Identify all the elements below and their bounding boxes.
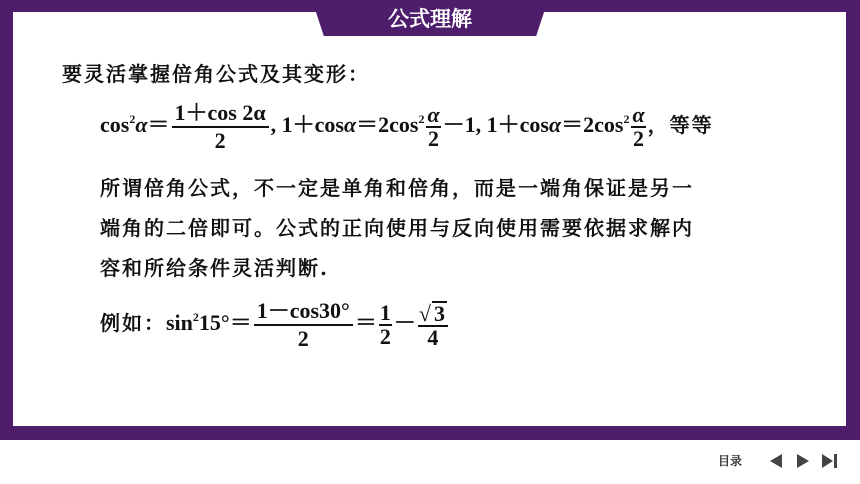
- f2-denominator: 2: [428, 126, 440, 151]
- ex-eq: ＝: [354, 310, 377, 336]
- ex-numerator: 1－cos30°: [254, 298, 353, 326]
- f3-exp: 2: [623, 112, 630, 127]
- example-line: [100, 298, 450, 352]
- f3-eq: ＝2cos: [561, 112, 624, 138]
- paragraph-line-4: 容和所给条件灵活判断.: [100, 256, 329, 280]
- formula-line: [100, 100, 714, 154]
- ex-root: 3: [433, 301, 445, 326]
- f1-fraction: [172, 100, 269, 154]
- ex-lhs: sin: [166, 310, 193, 336]
- skip-to-end-icon[interactable]: [822, 454, 833, 468]
- ex-half-den: 2: [379, 324, 391, 349]
- f3-fraction: [631, 104, 645, 150]
- f3-numerator: α: [632, 102, 645, 127]
- skip-to-end-bar: [834, 454, 837, 468]
- intro-label: 要灵活掌握倍角公式及其变形：: [62, 62, 370, 86]
- f1-var: α: [135, 112, 148, 138]
- intro-text: [62, 58, 370, 87]
- separator-1: ,: [270, 112, 277, 138]
- ex-exp: 2: [192, 310, 199, 325]
- f2-fraction: [426, 104, 440, 150]
- ex-fraction: [254, 298, 353, 352]
- f3-denominator: 2: [633, 126, 645, 151]
- f1-denominator: 2: [214, 128, 226, 153]
- paragraph-line-2: 所谓倍角公式，不一定是单角和倍角，而是一端角保证是另一: [100, 176, 694, 200]
- sqrt-icon: √: [418, 301, 431, 326]
- formula-suffix: ，等等: [647, 113, 714, 138]
- f2-eq: ＝2cos: [356, 112, 419, 138]
- ex-root-numerator: [418, 301, 448, 327]
- separator-2: ,: [475, 112, 482, 138]
- f3-var: α: [548, 112, 562, 138]
- f2-var: α: [343, 112, 357, 138]
- ex-denominator: 2: [297, 326, 309, 351]
- ex-arg: 15°＝: [198, 310, 252, 336]
- f1-lhs: cos: [100, 112, 130, 138]
- ex-half-num: 1: [379, 300, 391, 325]
- triangle-right-icon[interactable]: [797, 454, 809, 468]
- page-title: 公式理解: [388, 7, 472, 31]
- paragraph-line-3: 端角的二倍即可。公式的正向使用与反向使用需要依据求解内: [100, 216, 694, 240]
- ex-root-fraction: [418, 301, 448, 349]
- toc-link[interactable]: 目录: [718, 454, 743, 468]
- f2-exp: 2: [418, 112, 425, 127]
- f1-numerator: 1＋cos 2α: [172, 100, 269, 128]
- f2-tail: －1: [442, 112, 476, 138]
- ex-half: [379, 302, 392, 348]
- f3-lhs: 1＋cos: [486, 112, 549, 138]
- f1-eq: ＝: [147, 112, 170, 138]
- triangle-left-icon[interactable]: [770, 454, 782, 468]
- ex-root-den: 4: [427, 325, 439, 350]
- example-label: 例如：: [100, 311, 166, 336]
- ex-minus: －: [393, 310, 416, 336]
- f2-lhs: 1＋cos: [281, 112, 344, 138]
- f2-numerator: α: [427, 102, 440, 127]
- f1-exp: 2: [129, 112, 136, 127]
